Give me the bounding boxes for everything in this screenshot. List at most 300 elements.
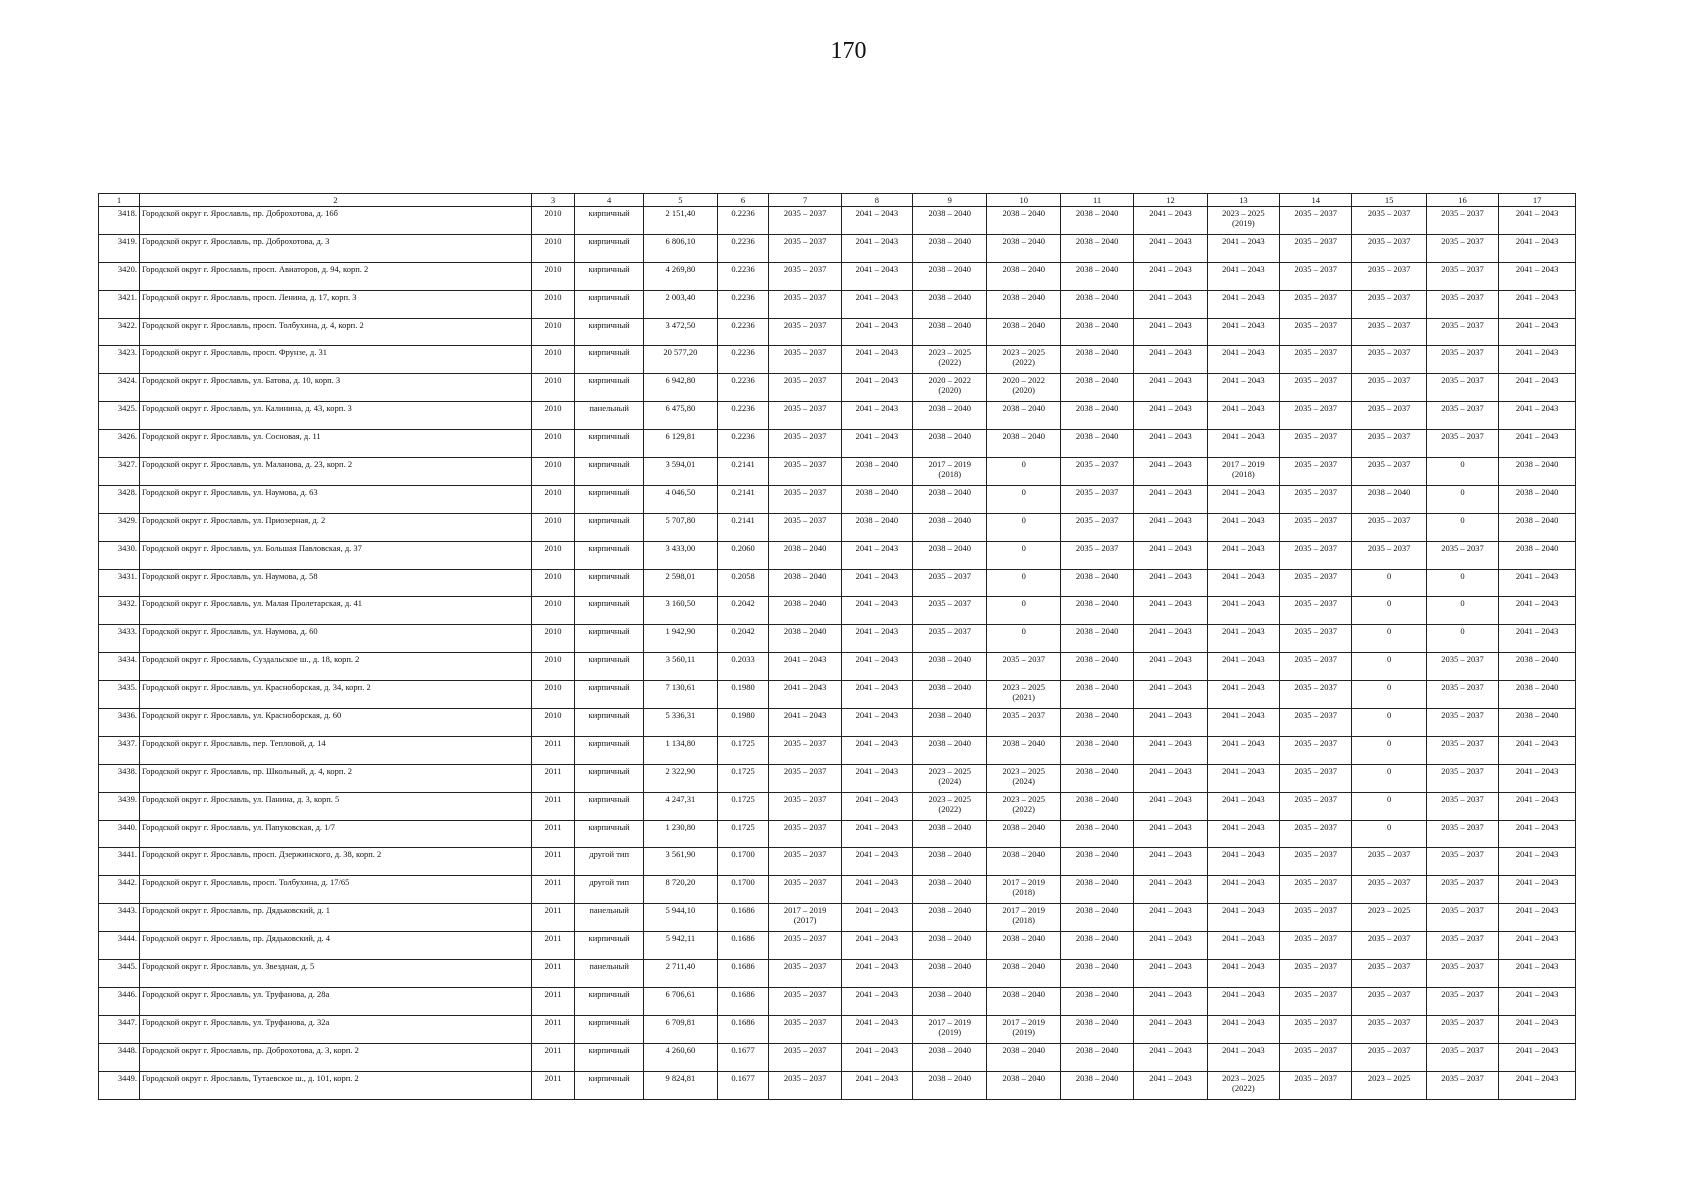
table-cell: 2038 – 2040 bbox=[913, 736, 987, 764]
table-cell: 2041 – 2043 bbox=[1499, 736, 1576, 764]
table-cell: 2041 – 2043 bbox=[841, 374, 912, 402]
table-cell: 2041 – 2043 bbox=[1134, 318, 1207, 346]
table-cell: 6 706,61 bbox=[644, 987, 717, 1015]
table-cell: 3427. bbox=[99, 458, 140, 486]
table-cell: 2017 – 2019 (2017) bbox=[769, 904, 841, 932]
table-cell: 2023 – 2025 (2024) bbox=[913, 764, 987, 792]
table-cell: 2041 – 2043 bbox=[1134, 625, 1207, 653]
table-cell: 2035 – 2037 bbox=[1426, 987, 1498, 1015]
table-cell: панельный bbox=[575, 904, 644, 932]
table-cell: 2010 bbox=[531, 653, 574, 681]
table-cell: кирпичный bbox=[575, 820, 644, 848]
schedule-table bbox=[98, 193, 1576, 1100]
table-cell: 2035 – 2037 bbox=[769, 262, 841, 290]
table-cell: 2035 – 2037 bbox=[769, 932, 841, 960]
table-cell: 2041 – 2043 bbox=[1207, 681, 1279, 709]
table-cell: 0 bbox=[1352, 653, 1426, 681]
table-cell: 2035 – 2037 bbox=[1352, 430, 1426, 458]
table-cell: 4 046,50 bbox=[644, 485, 717, 513]
table-cell: 2011 bbox=[531, 1071, 574, 1099]
table-cell: 2038 – 2040 bbox=[987, 1043, 1060, 1071]
table-cell: кирпичный bbox=[575, 987, 644, 1015]
table-cell: 0.1677 bbox=[717, 1071, 769, 1099]
table-row bbox=[99, 987, 1576, 1015]
table-cell: 2023 – 2025 (2022) bbox=[1207, 1071, 1279, 1099]
table-cell: 0.1677 bbox=[717, 1043, 769, 1071]
table-row bbox=[99, 262, 1576, 290]
table-cell: другой тип bbox=[575, 876, 644, 904]
table-row bbox=[99, 318, 1576, 346]
table-cell: 2041 – 2043 bbox=[1499, 764, 1576, 792]
table-cell: 2035 – 2037 bbox=[1426, 904, 1498, 932]
table-cell: 2041 – 2043 bbox=[1207, 541, 1279, 569]
table-cell: 2038 – 2040 bbox=[1060, 569, 1133, 597]
table-cell: 2038 – 2040 bbox=[841, 485, 912, 513]
table-cell: 2010 bbox=[531, 485, 574, 513]
table-cell: 2041 – 2043 bbox=[769, 709, 841, 737]
table-cell: 2041 – 2043 bbox=[841, 262, 912, 290]
table-cell: 2010 bbox=[531, 346, 574, 374]
table-cell: 2011 bbox=[531, 792, 574, 820]
table-cell: 6 475,80 bbox=[644, 402, 717, 430]
table-row bbox=[99, 290, 1576, 318]
table-cell: 2035 – 2037 bbox=[1352, 458, 1426, 486]
table-cell: 2038 – 2040 bbox=[913, 541, 987, 569]
table-cell: 2035 – 2037 bbox=[769, 1043, 841, 1071]
table-row bbox=[99, 681, 1576, 709]
table-cell: 2035 – 2037 bbox=[1280, 932, 1352, 960]
table-cell: Городской округ г. Ярославль, ул. Труфанова, д. 32а bbox=[140, 1015, 532, 1043]
table-cell: 2041 – 2043 bbox=[841, 932, 912, 960]
table-cell: 2041 – 2043 bbox=[1134, 876, 1207, 904]
table-cell: кирпичный bbox=[575, 541, 644, 569]
table-cell: 2020 – 2022 (2020) bbox=[913, 374, 987, 402]
column-header: 12 bbox=[1134, 194, 1207, 207]
table-cell: 2041 – 2043 bbox=[841, 541, 912, 569]
table-cell: 2038 – 2040 bbox=[1060, 653, 1133, 681]
table-cell: кирпичный bbox=[575, 681, 644, 709]
table-cell: кирпичный bbox=[575, 764, 644, 792]
table-cell: 2041 – 2043 bbox=[841, 318, 912, 346]
table-cell: 0.2141 bbox=[717, 458, 769, 486]
table-cell: 2035 – 2037 bbox=[769, 207, 841, 235]
table-cell: 2038 – 2040 bbox=[1060, 318, 1133, 346]
table-row bbox=[99, 569, 1576, 597]
table-cell: 2041 – 2043 bbox=[1134, 541, 1207, 569]
table-cell: 0.1700 bbox=[717, 848, 769, 876]
table-cell: 2041 – 2043 bbox=[1207, 653, 1279, 681]
table-cell: Городской округ г. Ярославль, ул. Наумова, д. 58 bbox=[140, 569, 532, 597]
table-cell: 0.2141 bbox=[717, 513, 769, 541]
table-cell: 0 bbox=[987, 597, 1060, 625]
table-cell: 2041 – 2043 bbox=[1134, 653, 1207, 681]
table-cell: 2038 – 2040 bbox=[1060, 681, 1133, 709]
table-cell: кирпичный bbox=[575, 653, 644, 681]
table-cell: 2035 – 2037 bbox=[1280, 625, 1352, 653]
table-cell: 2041 – 2043 bbox=[1207, 374, 1279, 402]
table-cell: 2038 – 2040 bbox=[1060, 960, 1133, 988]
table-cell: 3426. bbox=[99, 430, 140, 458]
table-cell: 2038 – 2040 bbox=[913, 709, 987, 737]
table-cell: 2035 – 2037 bbox=[769, 485, 841, 513]
column-header: 16 bbox=[1426, 194, 1498, 207]
table-cell: 4 260,60 bbox=[644, 1043, 717, 1071]
table-cell: 2041 – 2043 bbox=[1134, 430, 1207, 458]
table-cell: 2035 – 2037 bbox=[1280, 987, 1352, 1015]
table-cell: 2038 – 2040 bbox=[1060, 709, 1133, 737]
table-cell: Городской округ г. Ярославль, пр. Дядьковский, д. 4 bbox=[140, 932, 532, 960]
table-cell: 9 824,81 bbox=[644, 1071, 717, 1099]
table-cell: 0.1980 bbox=[717, 681, 769, 709]
table-cell: Городской округ г. Ярославль, пр. Доброхотова, д. 16б bbox=[140, 207, 532, 235]
table-cell: 2041 – 2043 bbox=[1207, 234, 1279, 262]
table-cell: 2035 – 2037 bbox=[1426, 653, 1498, 681]
table-cell: 2038 – 2040 bbox=[1060, 597, 1133, 625]
table-cell: 2011 bbox=[531, 987, 574, 1015]
table-cell: Городской округ г. Ярославль, пр. Доброхотова, д. 3, корп. 2 bbox=[140, 1043, 532, 1071]
table-row bbox=[99, 792, 1576, 820]
table-cell: 2017 – 2019 (2019) bbox=[987, 1015, 1060, 1043]
table-cell: 2041 – 2043 bbox=[841, 960, 912, 988]
table-cell: 0 bbox=[1426, 569, 1498, 597]
table-cell: 2011 bbox=[531, 960, 574, 988]
table-cell: 2035 – 2037 bbox=[1426, 932, 1498, 960]
table-cell: 0 bbox=[1352, 736, 1426, 764]
table-cell: 0 bbox=[1352, 597, 1426, 625]
table-cell: Городской округ г. Ярославль, ул. Маланова, д. 23, корп. 2 bbox=[140, 458, 532, 486]
table-cell: 2035 – 2037 bbox=[1426, 318, 1498, 346]
table-cell: 2038 – 2040 bbox=[913, 876, 987, 904]
table-cell: 2038 – 2040 bbox=[913, 960, 987, 988]
table-cell: 2038 – 2040 bbox=[913, 262, 987, 290]
table-cell: 2035 – 2037 bbox=[1280, 569, 1352, 597]
table-cell: 2038 – 2040 bbox=[913, 1043, 987, 1071]
table-cell: 0.1686 bbox=[717, 932, 769, 960]
table-cell: 2038 – 2040 bbox=[987, 318, 1060, 346]
table-cell: Городской округ г. Ярославль, пр. Дядьковский, д. 1 bbox=[140, 904, 532, 932]
table-cell: кирпичный bbox=[575, 374, 644, 402]
table-cell: 3440. bbox=[99, 820, 140, 848]
table-cell: 2038 – 2040 bbox=[913, 318, 987, 346]
table-cell: кирпичный bbox=[575, 234, 644, 262]
table-cell: Городской округ г. Ярославль, пр. Школьный, д. 4, корп. 2 bbox=[140, 764, 532, 792]
table-cell: 2035 – 2037 bbox=[1352, 1043, 1426, 1071]
table-cell: 3438. bbox=[99, 764, 140, 792]
table-cell: 2035 – 2037 bbox=[769, 1015, 841, 1043]
table-cell: 2041 – 2043 bbox=[1499, 374, 1576, 402]
column-header: 14 bbox=[1280, 194, 1352, 207]
table-cell: 2038 – 2040 bbox=[1060, 932, 1133, 960]
table-cell: 2038 – 2040 bbox=[1060, 625, 1133, 653]
table-cell: 2035 – 2037 bbox=[769, 848, 841, 876]
table-cell: 2038 – 2040 bbox=[1499, 681, 1576, 709]
table-cell: 0 bbox=[1352, 764, 1426, 792]
table-cell: 2011 bbox=[531, 1015, 574, 1043]
table-cell: кирпичный bbox=[575, 569, 644, 597]
table-cell: 2011 bbox=[531, 848, 574, 876]
table-cell: 2035 – 2037 bbox=[1352, 932, 1426, 960]
table-cell: 2038 – 2040 bbox=[987, 987, 1060, 1015]
table-cell: 3419. bbox=[99, 234, 140, 262]
table-cell: 0 bbox=[1352, 820, 1426, 848]
table-cell: 2041 – 2043 bbox=[1207, 625, 1279, 653]
table-cell: 2038 – 2040 bbox=[1499, 709, 1576, 737]
table-cell: 2041 – 2043 bbox=[1499, 1043, 1576, 1071]
table-cell: 2041 – 2043 bbox=[841, 402, 912, 430]
table-cell: 2041 – 2043 bbox=[1207, 513, 1279, 541]
table-cell: Городской округ г. Ярославль, просп. Авиаторов, д. 94, корп. 2 bbox=[140, 262, 532, 290]
table-cell: 2035 – 2037 bbox=[913, 625, 987, 653]
table-cell: Городской округ г. Ярославль, ул. Звездная, д. 5 bbox=[140, 960, 532, 988]
table-cell: 2041 – 2043 bbox=[1134, 820, 1207, 848]
table-cell: 2035 – 2037 bbox=[1426, 402, 1498, 430]
table-cell: 2041 – 2043 bbox=[1134, 485, 1207, 513]
table-cell: 2038 – 2040 bbox=[913, 234, 987, 262]
table-cell: 2035 – 2037 bbox=[1426, 820, 1498, 848]
table-cell: Городской округ г. Ярославль, ул. Сосновая, д. 11 bbox=[140, 430, 532, 458]
table-cell: 2041 – 2043 bbox=[1207, 960, 1279, 988]
table-cell: кирпичный bbox=[575, 932, 644, 960]
table-cell: 2 151,40 bbox=[644, 207, 717, 235]
table-row bbox=[99, 1043, 1576, 1071]
table-row bbox=[99, 960, 1576, 988]
table-cell: 2038 – 2040 bbox=[913, 485, 987, 513]
table-cell: 5 707,80 bbox=[644, 513, 717, 541]
table-cell: 0 bbox=[1426, 458, 1498, 486]
table-cell: 2035 – 2037 bbox=[1280, 653, 1352, 681]
table-cell: 3 561,90 bbox=[644, 848, 717, 876]
table-cell: 2041 – 2043 bbox=[1207, 485, 1279, 513]
table-cell: 2041 – 2043 bbox=[1499, 402, 1576, 430]
table-cell: 2035 – 2037 bbox=[769, 430, 841, 458]
table-cell: кирпичный bbox=[575, 597, 644, 625]
table-cell: 2038 – 2040 bbox=[1499, 653, 1576, 681]
table-cell: 2041 – 2043 bbox=[1134, 513, 1207, 541]
table-cell: 2041 – 2043 bbox=[1207, 848, 1279, 876]
table-cell: 3437. bbox=[99, 736, 140, 764]
table-cell: 2041 – 2043 bbox=[841, 653, 912, 681]
table-cell: 2038 – 2040 bbox=[1060, 848, 1133, 876]
table-cell: 2011 bbox=[531, 820, 574, 848]
column-header: 7 bbox=[769, 194, 841, 207]
table-cell: 2035 – 2037 bbox=[1426, 1071, 1498, 1099]
table-cell: кирпичный bbox=[575, 290, 644, 318]
table-cell: 2041 – 2043 bbox=[841, 1015, 912, 1043]
table-cell: Городской округ г. Ярославль, ул. Приозерная, д. 2 bbox=[140, 513, 532, 541]
table-cell: 2035 – 2037 bbox=[1280, 458, 1352, 486]
table-cell: 2023 – 2025 bbox=[1352, 1071, 1426, 1099]
table-row bbox=[99, 597, 1576, 625]
table-cell: 2038 – 2040 bbox=[1060, 1015, 1133, 1043]
table-row bbox=[99, 234, 1576, 262]
table-cell: 2041 – 2043 bbox=[841, 848, 912, 876]
table-cell: 2023 – 2025 (2024) bbox=[987, 764, 1060, 792]
table-cell: 2041 – 2043 bbox=[1207, 736, 1279, 764]
table-cell: 3423. bbox=[99, 346, 140, 374]
column-header: 11 bbox=[1060, 194, 1133, 207]
table-cell: 2035 – 2037 bbox=[1426, 290, 1498, 318]
table-cell: Городской округ г. Ярославль, ул. Красноборская, д. 60 bbox=[140, 709, 532, 737]
table-cell: 2035 – 2037 bbox=[769, 987, 841, 1015]
table-cell: 2035 – 2037 bbox=[1426, 764, 1498, 792]
table-cell: Городской округ г. Ярославль, ул. Батова, д. 10, корп. 3 bbox=[140, 374, 532, 402]
table-cell: 2041 – 2043 bbox=[1134, 1015, 1207, 1043]
table-cell: 0 bbox=[1352, 709, 1426, 737]
table-cell: панельный bbox=[575, 402, 644, 430]
table-cell: кирпичный bbox=[575, 207, 644, 235]
table-cell: 2010 bbox=[531, 458, 574, 486]
table-cell: 2038 – 2040 bbox=[913, 932, 987, 960]
table-cell: 0 bbox=[1352, 569, 1426, 597]
table-cell: 2035 – 2037 bbox=[1426, 234, 1498, 262]
table-cell: 0 bbox=[987, 625, 1060, 653]
table-cell: 2035 – 2037 bbox=[769, 458, 841, 486]
table-cell: 2041 – 2043 bbox=[1499, 960, 1576, 988]
table-cell: 2010 bbox=[531, 402, 574, 430]
table-cell: 2038 – 2040 bbox=[1060, 820, 1133, 848]
table-cell: 2035 – 2037 bbox=[769, 318, 841, 346]
table-cell: 0 bbox=[987, 569, 1060, 597]
table-cell: 2041 – 2043 bbox=[1207, 430, 1279, 458]
table-cell: 2041 – 2043 bbox=[1499, 430, 1576, 458]
table-cell: 2041 – 2043 bbox=[1134, 1071, 1207, 1099]
table-row bbox=[99, 541, 1576, 569]
table-cell: 2038 – 2040 bbox=[1499, 458, 1576, 486]
table-cell: 2038 – 2040 bbox=[987, 234, 1060, 262]
table-cell: 2038 – 2040 bbox=[913, 904, 987, 932]
table-cell: 2 322,90 bbox=[644, 764, 717, 792]
table-cell: 2035 – 2037 bbox=[1426, 1015, 1498, 1043]
table-cell: 2035 – 2037 bbox=[1280, 541, 1352, 569]
table-cell: 3434. bbox=[99, 653, 140, 681]
table-cell: 2038 – 2040 bbox=[1060, 1043, 1133, 1071]
table-cell: 3 433,00 bbox=[644, 541, 717, 569]
table-cell: 2035 – 2037 bbox=[769, 513, 841, 541]
table-cell: 2035 – 2037 bbox=[1280, 374, 1352, 402]
table-cell: Городской округ г. Ярославль, просп. Фрунзе, д. 31 bbox=[140, 346, 532, 374]
table-cell: 0.2236 bbox=[717, 430, 769, 458]
table-cell: 2041 – 2043 bbox=[1499, 597, 1576, 625]
table-cell: 2038 – 2040 bbox=[913, 290, 987, 318]
table-cell: 2041 – 2043 bbox=[841, 569, 912, 597]
table-cell: 2041 – 2043 bbox=[841, 1043, 912, 1071]
table-cell: 2010 bbox=[531, 262, 574, 290]
table-cell: 0 bbox=[1426, 625, 1498, 653]
table-cell: 2035 – 2037 bbox=[1352, 402, 1426, 430]
table-cell: 2041 – 2043 bbox=[841, 904, 912, 932]
table-cell: 6 129,81 bbox=[644, 430, 717, 458]
table-cell: 3447. bbox=[99, 1015, 140, 1043]
table-cell: 2038 – 2040 bbox=[913, 430, 987, 458]
table-row bbox=[99, 820, 1576, 848]
table-cell: 3431. bbox=[99, 569, 140, 597]
table-cell: 2011 bbox=[531, 876, 574, 904]
table-cell: 2041 – 2043 bbox=[1134, 709, 1207, 737]
table-cell: 2035 – 2037 bbox=[1280, 597, 1352, 625]
table-cell: 2041 – 2043 bbox=[1499, 262, 1576, 290]
table-cell: 3444. bbox=[99, 932, 140, 960]
table-cell: 0 bbox=[1426, 513, 1498, 541]
table-cell: 2041 – 2043 bbox=[841, 234, 912, 262]
table-cell: 2035 – 2037 bbox=[1426, 346, 1498, 374]
table-cell: 2035 – 2037 bbox=[1352, 987, 1426, 1015]
table-cell: 2035 – 2037 bbox=[1280, 1015, 1352, 1043]
table-cell: 2041 – 2043 bbox=[1134, 792, 1207, 820]
table-cell: 2038 – 2040 bbox=[1060, 904, 1133, 932]
table-cell: Городской округ г. Ярославль, ул. Панина, д. 3, корп. 5 bbox=[140, 792, 532, 820]
table-cell: 2038 – 2040 bbox=[987, 430, 1060, 458]
table-cell: 2041 – 2043 bbox=[1499, 932, 1576, 960]
table-cell: 2038 – 2040 bbox=[769, 569, 841, 597]
table-cell: 2041 – 2043 bbox=[1207, 876, 1279, 904]
table-cell: 2041 – 2043 bbox=[1134, 402, 1207, 430]
table-cell: кирпичный bbox=[575, 1071, 644, 1099]
table-cell: 2041 – 2043 bbox=[769, 653, 841, 681]
table-cell: 2035 – 2037 bbox=[1352, 346, 1426, 374]
table-cell: 2035 – 2037 bbox=[1280, 513, 1352, 541]
table-row bbox=[99, 736, 1576, 764]
table-cell: 2035 – 2037 bbox=[1280, 207, 1352, 235]
table-cell: кирпичный bbox=[575, 736, 644, 764]
table-cell: 2035 – 2037 bbox=[1060, 541, 1133, 569]
table-cell: 2041 – 2043 bbox=[841, 876, 912, 904]
table-cell: 2041 – 2043 bbox=[1134, 569, 1207, 597]
table-cell: 2038 – 2040 bbox=[769, 625, 841, 653]
table-cell: 2010 bbox=[531, 374, 574, 402]
table-cell: 2038 – 2040 bbox=[913, 402, 987, 430]
table-cell: 2035 – 2037 bbox=[769, 820, 841, 848]
table-cell: 3422. bbox=[99, 318, 140, 346]
table-cell: 2011 bbox=[531, 904, 574, 932]
table-cell: Городской округ г. Ярославль, ул. Красноборская, д. 34, корп. 2 bbox=[140, 681, 532, 709]
column-header: 1 bbox=[99, 194, 140, 207]
table-cell: 3430. bbox=[99, 541, 140, 569]
table-cell: 2038 – 2040 bbox=[1352, 485, 1426, 513]
table-cell: 2035 – 2037 bbox=[1352, 290, 1426, 318]
table-cell: 2041 – 2043 bbox=[1499, 346, 1576, 374]
table-cell: 0.1980 bbox=[717, 709, 769, 737]
table-cell: 0.2033 bbox=[717, 653, 769, 681]
table-cell: 2038 – 2040 bbox=[913, 653, 987, 681]
table-cell: 1 134,80 bbox=[644, 736, 717, 764]
table-cell: 2023 – 2025 (2022) bbox=[913, 346, 987, 374]
table-cell: 0.2236 bbox=[717, 402, 769, 430]
table-cell: 2038 – 2040 bbox=[1060, 876, 1133, 904]
table-cell: 0 bbox=[987, 541, 1060, 569]
table-cell: 2011 bbox=[531, 1043, 574, 1071]
table-cell: 2035 – 2037 bbox=[1280, 820, 1352, 848]
table-cell: 2041 – 2043 bbox=[1134, 597, 1207, 625]
table-cell: 2035 – 2037 bbox=[769, 374, 841, 402]
table-cell: 3436. bbox=[99, 709, 140, 737]
table-cell: 2010 bbox=[531, 234, 574, 262]
table-cell: Городской округ г. Ярославль, просп. Ленина, д. 17, корп. 3 bbox=[140, 290, 532, 318]
table-cell: 6 942,80 bbox=[644, 374, 717, 402]
table-cell: 3420. bbox=[99, 262, 140, 290]
table-row bbox=[99, 848, 1576, 876]
table-cell: кирпичный bbox=[575, 458, 644, 486]
table-cell: 0.2236 bbox=[717, 374, 769, 402]
table-cell: кирпичный bbox=[575, 318, 644, 346]
table-row bbox=[99, 876, 1576, 904]
table-cell: Городской округ г. Ярославль, Тутаевское ш., д. 101, корп. 2 bbox=[140, 1071, 532, 1099]
table-cell: 4 247,31 bbox=[644, 792, 717, 820]
column-header: 17 bbox=[1499, 194, 1576, 207]
table-cell: 2041 – 2043 bbox=[841, 290, 912, 318]
table-cell: 2041 – 2043 bbox=[1207, 1015, 1279, 1043]
table-cell: 2035 – 2037 bbox=[769, 234, 841, 262]
table-cell: 2038 – 2040 bbox=[913, 681, 987, 709]
